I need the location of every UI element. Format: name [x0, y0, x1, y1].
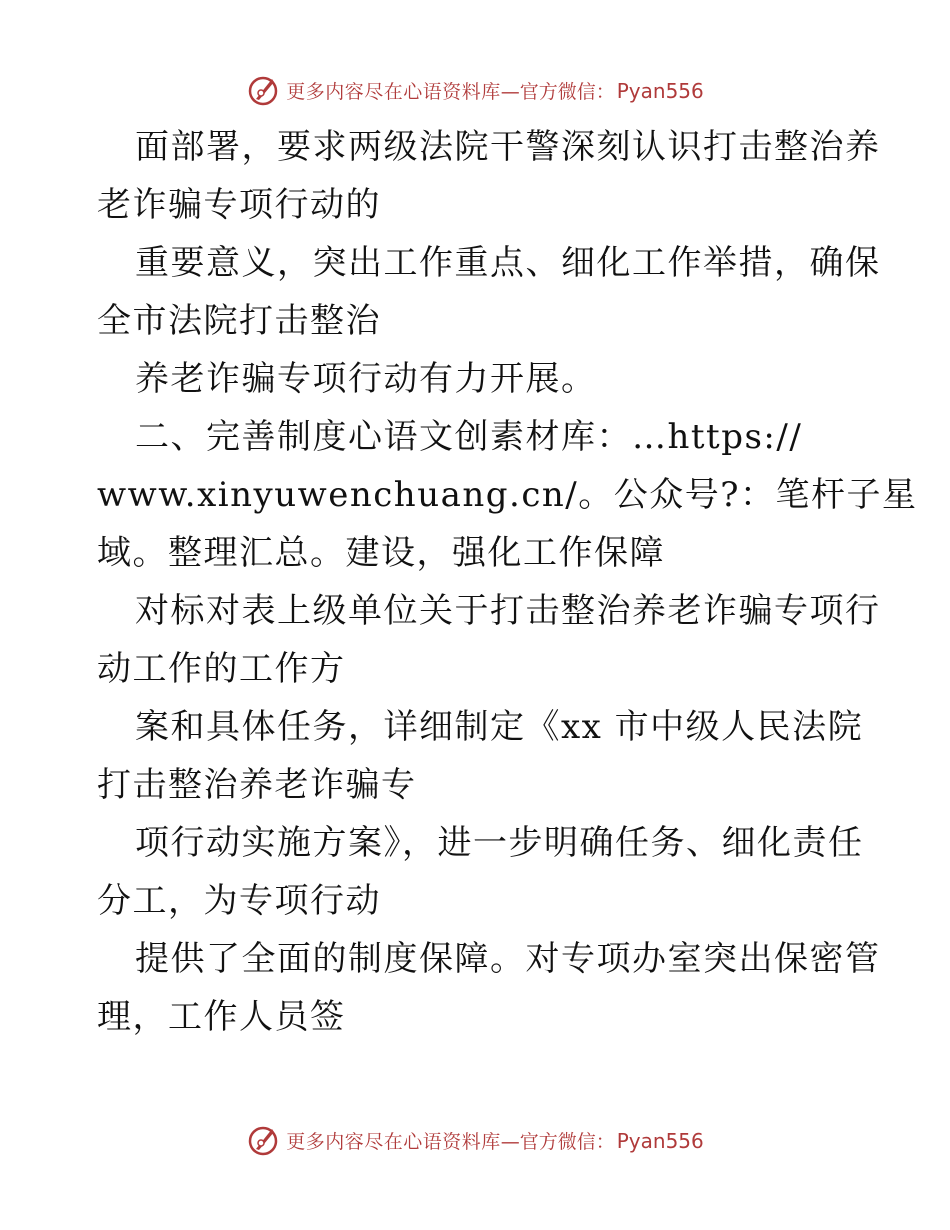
- body-line: 二、完善制度心语文创素材库：…https://: [135, 417, 803, 457]
- body-line: 理，工作人员签: [97, 997, 346, 1037]
- body-line: 对标对表上级单位关于打击整治养老诈骗专项行: [135, 591, 881, 631]
- document-body: [97, 118, 918, 1046]
- body-line: 提供了全面的制度保障。对专项办室突出保密管: [135, 939, 881, 979]
- header-banner: [0, 70, 950, 110]
- body-line: 项行动实施方案》，进一步明确任务、细化责任: [135, 823, 864, 863]
- footer-banner: [0, 1120, 950, 1160]
- quill-logo-icon: [246, 73, 280, 107]
- body-line: 全市法院打击整治: [97, 301, 381, 341]
- body-line: 动工作的工作方: [97, 649, 346, 689]
- quill-logo-icon: [246, 1123, 280, 1157]
- header-wechat: [501, 77, 704, 104]
- body-line: 分工，为专项行动: [97, 881, 381, 921]
- header-wechat-label: —官方微信：: [500, 80, 615, 103]
- body-line: 重要意义，突出工作重点、细化工作举措，确保: [135, 243, 881, 283]
- footer-wechat: [501, 1127, 704, 1154]
- body-line: 老诈骗专项行动的: [97, 185, 381, 225]
- body-line: 面部署，要求两级法院干警深刻认识打击整治养: [135, 127, 881, 167]
- footer-wechat-id: Pyan556: [616, 1128, 704, 1153]
- body-line: 养老诈骗专项行动有力开展。: [135, 359, 597, 399]
- header-banner-text: 更多内容尽在心语资料库: [286, 80, 501, 103]
- body-line: 域。整理汇总。建设，强化工作保障: [97, 533, 665, 573]
- footer-wechat-label: —官方微信：: [500, 1130, 615, 1153]
- body-line: 打击整治养老诈骗专: [97, 765, 417, 805]
- body-line: www.xinyuwenchuang.cn/。公众号?：笔杆子星: [97, 475, 918, 515]
- footer-banner-text: 更多内容尽在心语资料库: [286, 1130, 501, 1153]
- header-wechat-id: Pyan556: [616, 78, 704, 103]
- body-line: 案和具体任务，详细制定《xx 市中级人民法院: [135, 707, 864, 747]
